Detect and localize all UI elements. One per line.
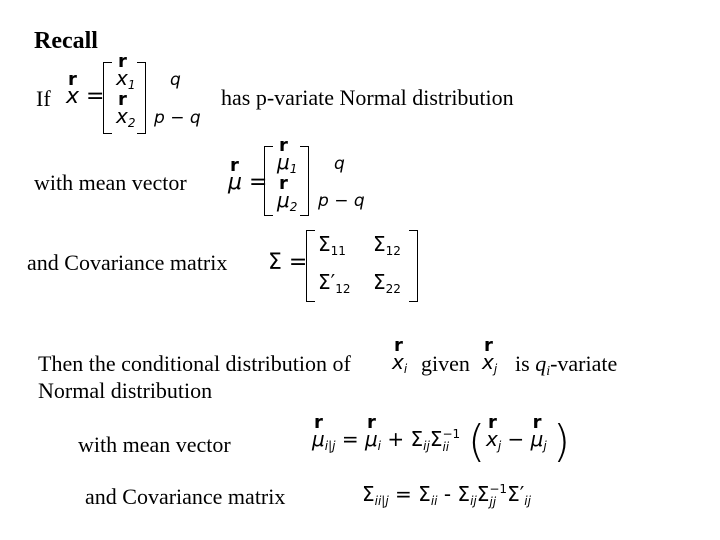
sigma12-entry [373, 232, 401, 258]
sigma22-entry [373, 270, 401, 296]
conditional-mean-label: with mean vector [78, 432, 231, 457]
mu2-subscript: 2 [289, 200, 298, 214]
x2-subscript: 2 [127, 116, 136, 130]
sigma-ij-transpose-subscript: ij [524, 494, 531, 508]
minus-sign: - [443, 482, 452, 506]
mu-symbol: r μ [228, 170, 242, 195]
sigma-jj-inv-subscript: jj [489, 494, 497, 509]
plus-sign: + [387, 427, 405, 451]
conditional-text: Then the conditional distribution of [38, 351, 351, 376]
x-right-bracket [137, 62, 146, 134]
if-label: If [36, 86, 51, 111]
sigma-jj-inv-superscript: −1 [489, 481, 508, 496]
equals-sign: = [341, 427, 359, 451]
mu-dim-q: q [334, 154, 345, 174]
mu-j-symbol: r μ [531, 427, 544, 451]
sigma11-entry [318, 232, 346, 258]
variate-word: -variate [550, 351, 618, 376]
normal-distribution-text: Normal distribution [38, 378, 213, 403]
sigma-iij-subscript: ii|j [374, 494, 389, 508]
x-left-bracket [103, 62, 112, 134]
equals-sign: = [395, 482, 412, 506]
sigma-ij-transpose-symbol: Σ′ [507, 482, 525, 506]
mu-j-subscript: j [543, 439, 547, 453]
sigma-ii-inv-superscript: −1 [442, 426, 461, 441]
sigma21-entry [318, 270, 350, 296]
mu-vector [228, 170, 267, 195]
mu-i-subscript: i [377, 439, 382, 453]
mu2-symbol: r μ [277, 188, 290, 212]
covariance-label: and Covariance matrix [27, 250, 228, 275]
left-paren: ( [468, 416, 486, 467]
x-symbol: r x [66, 84, 79, 109]
sigma-ii-inv-symbol: Σ [429, 427, 443, 451]
xj-symbol-group [482, 350, 497, 376]
sigma-ij-subscript: ij [470, 494, 477, 508]
q-symbol: q [535, 351, 547, 376]
conditional-mean-formula [312, 427, 460, 454]
mu-left-bracket [264, 146, 273, 216]
conditional-covariance-formula [362, 482, 531, 509]
slide-title: Recall [34, 28, 98, 54]
normal-dist-text: has p-variate Normal distribution [221, 85, 514, 110]
sigma-ij-subscript: ij [423, 439, 430, 453]
mu-i-symbol: r μ [365, 427, 378, 451]
xj-symbol: r x [482, 350, 494, 374]
x-j-symbol: r x [486, 427, 498, 451]
sigma12-symbol: Σ [373, 232, 386, 256]
sigma-iij-symbol: Σ [362, 482, 375, 506]
sigma-ii-inv-scripts [442, 428, 460, 454]
q-subscript: i [546, 364, 551, 379]
sigma11-subscript: 11 [330, 244, 346, 258]
sigma11-symbol: Σ [318, 232, 331, 256]
sigma-right-bracket [409, 230, 418, 302]
minus-sign: − [507, 427, 525, 451]
sigma-ij-symbol: Σ [457, 482, 471, 506]
sigma21-symbol: Σ′ [318, 270, 336, 294]
x1-symbol: r x [116, 66, 128, 90]
x2-entry [116, 104, 135, 130]
right-paren: ) [553, 416, 571, 467]
sigma-ii-inv-subscript: ii [442, 439, 450, 454]
qi-variate-text [515, 351, 617, 380]
mu2-entry [277, 188, 297, 214]
sigma-jj-inv-scripts [489, 483, 507, 509]
sigma-symbol: Σ [268, 250, 282, 275]
sigma12-subscript: 12 [385, 244, 401, 258]
sigma-ii-symbol: Σ [418, 482, 431, 506]
equals-sign: = [288, 250, 308, 275]
mu-ij-symbol: r μ [312, 427, 325, 451]
xi-symbol-group [392, 350, 407, 376]
x-dim-q: q [170, 70, 181, 90]
sigma21-subscript: 12 [335, 282, 351, 296]
mu1-symbol: r μ [277, 150, 290, 174]
mu-ij-subscript: i|j [324, 439, 336, 453]
mu1-subscript: 1 [289, 162, 298, 176]
sigma-jj-inv-symbol: Σ [476, 482, 490, 506]
sigma22-symbol: Σ [373, 270, 386, 294]
mu-right-bracket [300, 146, 309, 216]
equals-sign: = [249, 170, 268, 195]
sigma-left-bracket [306, 230, 315, 302]
x-vector [66, 84, 104, 109]
equals-sign: = [86, 84, 105, 109]
sigma22-subscript: 22 [385, 282, 401, 296]
xj-subscript: j [493, 362, 498, 376]
mean-vector-label: with mean vector [34, 170, 187, 195]
given-text: given [421, 351, 470, 376]
mu-dim-pq: p − q [318, 191, 365, 211]
is-word: is [515, 351, 530, 376]
paren-content [486, 427, 547, 453]
x1-subscript: 1 [127, 78, 136, 92]
sigma-ij-symbol: Σ [410, 427, 424, 451]
x-dim-pq: p − q [154, 108, 201, 128]
xi-subscript: i [403, 362, 408, 376]
x-j-subscript: j [497, 439, 502, 453]
x2-symbol: r x [116, 104, 128, 128]
conditional-covariance-label: and Covariance matrix [85, 484, 286, 509]
xi-symbol: r x [392, 350, 404, 374]
sigma-lhs [268, 250, 307, 275]
sigma-ii-subscript: ii [430, 494, 438, 508]
